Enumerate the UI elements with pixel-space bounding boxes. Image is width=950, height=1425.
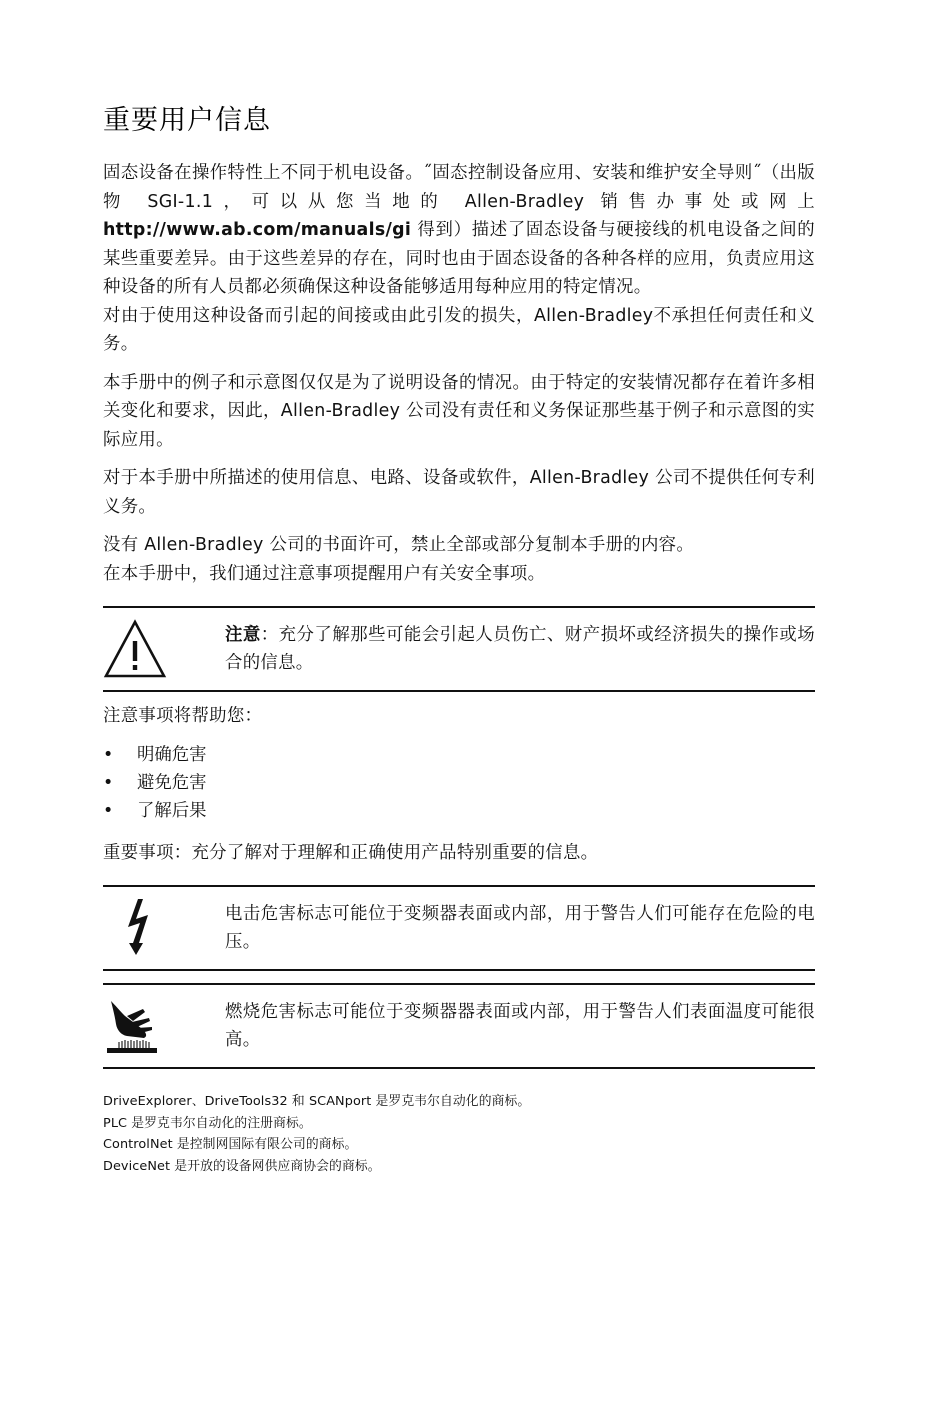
attention-label: 注意 [225,624,261,645]
list-item: • 明确危害 [103,741,815,769]
attention-bullet-list [103,741,815,825]
attention-notice [103,606,815,692]
warning-triangle-icon [103,619,167,679]
paragraph-solid-state-part2: 得到）描述了固态设备与硬接线的机电设备之间的某些重要差异。由于这些差异的存在，同时也由于固态设备的各种各样的应用，负责应用这种设备的所有人员都必须确保这种设备能够适用每种应用的特定情况。 [103,220,815,297]
trademark-line: PLC 是罗克韦尔自动化的注册商标。 [103,1115,312,1131]
attention-text [225,621,815,678]
paragraph-patent: 对于本手册中所描述的使用信息、电路、设备或软件，Allen-Bradley 公司不提供任何专利义务。 [103,468,815,517]
burn-icon-cell [103,995,225,1057]
list-item: • 了解后果 [103,797,815,825]
trademark-line: DeviceNet 是开放的设备网供应商协会的商标。 [103,1158,381,1174]
burn-notice [103,983,815,1069]
paragraph-examples: 本手册中的例子和示意图仅仅是为了说明设备的情况。由于特定的安装情况都存在着许多相关变化和要求，因此，Allen-Bradley 公司没有责任和义务保证那些基于例子和示意图的实际应用。 [103,372,815,450]
trademark-line: DriveExplorer、DriveTools32 和 SCANport 是罗克韦尔自动化的商标。 [103,1094,531,1109]
paragraph-solid-state [103,159,815,302]
shock-text: 电击危害标志可能位于变频器表面或内部，用于警告人们可能存在危险的电压。 [225,903,815,952]
burn-text: 燃烧危害标志可能位于变频器器表面或内部，用于警告人们表面温度可能很高。 [225,1001,815,1050]
content [103,98,815,1177]
trademark-line: ControlNet 是控制网国际有限公司的商标。 [103,1137,358,1152]
manuals-link[interactable]: http://www.ab.com/manuals/gi [103,220,412,240]
shock-icon-cell [103,897,225,959]
shock-notice [103,885,815,971]
paragraph-copyright: 没有 Allen-Bradley 公司的书面许可，禁止全部或部分复制本手册的内容。 [103,535,695,555]
trademark-list [103,1091,815,1177]
electric-shock-icon [103,897,167,959]
paragraph-liability: 对由于使用这种设备而引起的间接或由此引发的损失，Allen-Bradley不承担任何责任和义务。 [103,305,815,354]
attention-helps: 注意事项将帮助您： [103,706,263,726]
attention-icon-cell [103,619,225,679]
paragraph-safety-intro: 在本手册中，我们通过注意事项提醒用户有关安全事项。 [103,563,546,584]
page-title: 重要用户信息 [103,105,271,136]
paragraph-solid-state-part1: 固态设备在操作特性上不同于机电设备。˝固态控制设备应用、安装和维护安全导则˝（出版物 SGI-1.1，可以从您当地的 Allen-Bradley 销售办事处或网上 [103,163,815,212]
hot-surface-icon [103,995,167,1057]
list-item: • 避免危害 [103,769,815,797]
attention-body: ：充分了解那些可能会引起人员伤亡、财产损坏或经济损失的操作或场合的信息。 [225,624,815,673]
important-note: 重要事项：充分了解对于理解和正确使用产品特别重要的信息。 [103,842,599,863]
